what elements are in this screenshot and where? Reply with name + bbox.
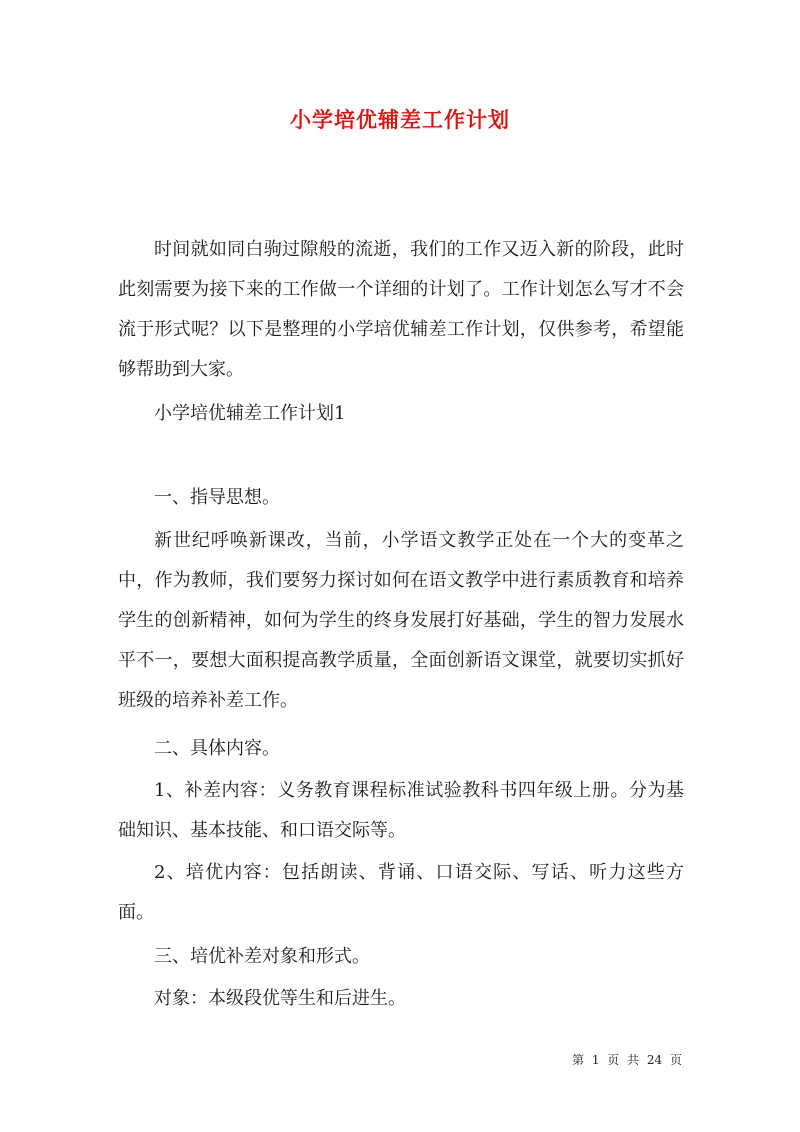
section3-target: 对象：本级段优等生和后进生。 (154, 988, 406, 1009)
section1-heading-block (118, 478, 684, 518)
section1-body: 新世纪呼唤新课改，当前，小学语文教学正处在一个大的变革之中，作为教师，我们要努力探讨如何在语文教学中进行素质教育和培养学生的创新精神，如何为学生的终身发展打好基础，学生的智力发展水平不一，要想大面积提高教学质量，全面创新语文课堂，就要切实抓好班级的培养补差工作。 (118, 530, 684, 711)
section2-heading-block (118, 729, 684, 769)
intro-text: 时间就如同白驹过隙般的流逝，我们的工作又迈入新的阶段，此时此刻需要为接下来的工作做一个详细的计划了。工作计划怎么写才不会流于形式呢？以下是整理的小学培优辅差工作计划，仅供参考，希望能够帮助到大家。 (118, 239, 684, 380)
section2-item1: 1、补差内容：义务教育课程标准试验教科书四年级上册。分为基础知识、基本技能、和口语交际等。 (118, 780, 684, 841)
section2-heading: 二、具体内容。 (154, 738, 280, 759)
section2-item2-block (118, 853, 684, 933)
page-number-footer: 第 1 页 共 24 页 (572, 1053, 682, 1067)
section2-item2: 2、培优内容：包括朗读、背诵、口语交际、写话、听力这些方面。 (118, 862, 684, 923)
document-title: 小学培优辅差工作计划 (290, 107, 510, 132)
section2-item1-block (118, 771, 684, 851)
section3-heading-block (118, 937, 684, 977)
plan-subtitle: 小学培优辅差工作计划1 (154, 403, 346, 424)
section1-heading: 一、指导思想。 (154, 487, 280, 508)
intro-paragraph (118, 230, 684, 390)
section1-body-block (118, 521, 684, 721)
section3-heading: 三、培优补差对象和形式。 (154, 946, 370, 967)
subtitle-block (118, 394, 684, 434)
section3-target-block (118, 979, 684, 1019)
